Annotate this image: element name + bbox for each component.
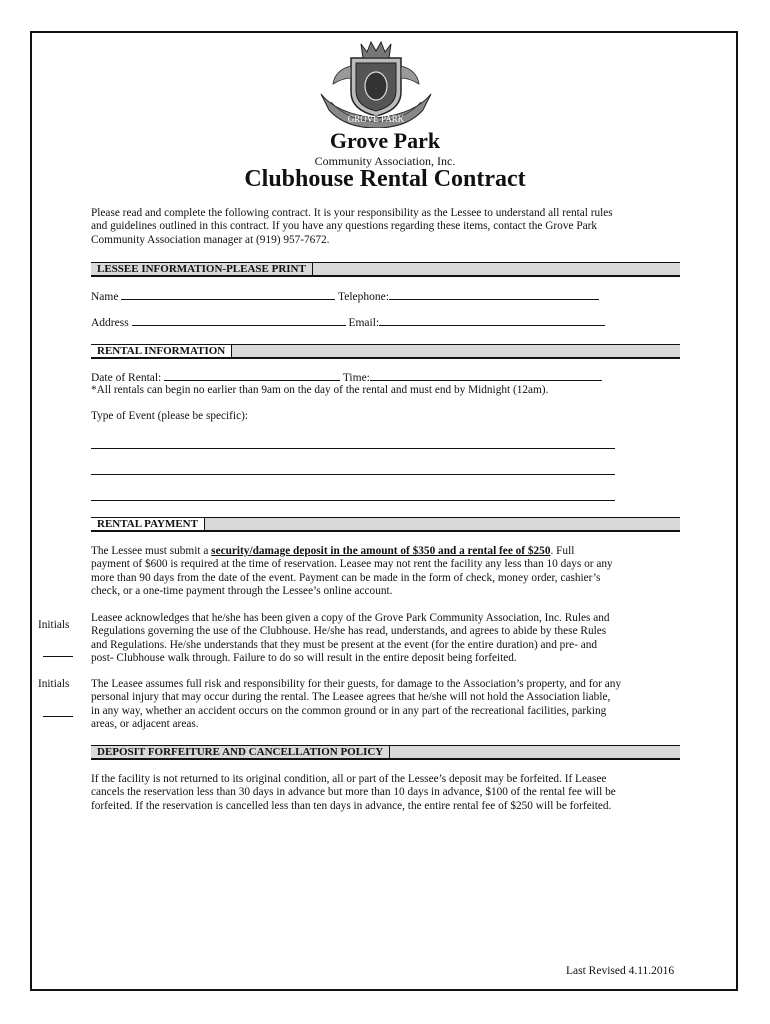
email-field[interactable] <box>379 315 605 326</box>
name-label: Name <box>91 291 119 303</box>
intro-paragraph: Please read and complete the following contract. It is your responsibility as the Lessee to understand all rental rules and guidelines outlined in this contract. If you have any questions regarding these items, contact the Grove Park Community Association manager at (919) 957-7672. <box>91 207 613 246</box>
payment-paragraph: The Lessee must submit a security/damage deposit in the amount of $350 and a rental fee of $250. Full payment of $600 is required at the time of reservation. Leasee may not rent the facility any less than 10 days or any more than 90 days from the date of the event. Payment can be made in the form of check, money order, cashier’s check, or a one-time payment through the Lessee’s online account. <box>91 545 613 597</box>
section-heading: DEPOSIT FORFEITURE AND CANCELLATION POLICY <box>91 745 390 758</box>
email-label: Email: <box>348 317 380 329</box>
initials-label-2: Initials <box>38 678 70 690</box>
telephone-label: Telephone: <box>338 291 389 303</box>
section-rental-payment <box>91 517 680 532</box>
time-label: Time: <box>342 372 370 384</box>
rental-time-note: *All rentals can begin no earlier than 9am on the day of the rental and must end by Midnight (12am). <box>91 384 549 396</box>
last-revised: Last Revised 4.11.2016 <box>566 965 675 977</box>
liability-paragraph: The Leasee assumes full risk and responsibility for their guests, for damage to the Association’s property, and for any personal injury that may occur during the rental. The Leasee agrees that he/she will not hold the Association liable, in any way, whether an accident occurs on the common ground or in any part of the recreational facilities, parking areas, or adjacent areas. <box>91 678 622 730</box>
address-label: Address <box>91 317 129 329</box>
section-rental-information <box>91 344 680 359</box>
document-title: Clubhouse Rental Contract <box>244 166 526 192</box>
initials-field-1[interactable] <box>43 656 73 657</box>
address-field[interactable] <box>132 315 346 326</box>
time-field[interactable] <box>370 370 602 381</box>
section-heading: RENTAL PAYMENT <box>91 517 205 530</box>
section-heading: RENTAL INFORMATION <box>91 344 232 357</box>
initials-label-1: Initials <box>38 619 70 631</box>
logo-text: GROVE PARK <box>347 114 405 124</box>
section-lessee-information <box>91 262 680 277</box>
rules-acknowledgement-paragraph: Leasee acknowledges that he/she has been given a copy of the Grove Park Community Association, Inc. Rules and Regulations governing the use of the Clubhouse. He/she has read, understands, and agrees to abide by these Rules and Regulations. He/she understands that they must be present at the event (for the entire duration) and pre- and post- Clubhouse walk through. Failure to do so will result in the entire deposit being forfeited. <box>91 612 610 664</box>
address-email-row <box>91 315 605 329</box>
forfeiture-paragraph: If the facility is not returned to its original condition, all or part of the Lessee’s deposit may be forfeited. If Leasee cancels the reservation less than 30 days in advance but more than 10 days in advance, $100 of the rental fee will be forfeited. If the reservation is cancelled less than ten days in advance, the entire rental fee of $250 will be forfeited. <box>91 773 616 812</box>
org-subtitle: Community Association, Inc. <box>314 154 456 168</box>
section-heading: LESSEE INFORMATION-PLEASE PRINT <box>91 262 313 275</box>
deposit-amount-text: security/damage deposit in the amount of $350 and a rental fee of $250 <box>211 545 551 557</box>
grove-park-crest-logo <box>317 36 435 128</box>
event-type-line-1[interactable] <box>91 448 615 449</box>
event-type-label: Type of Event (please be specific): <box>91 410 248 422</box>
date-field[interactable] <box>164 370 340 381</box>
initials-field-2[interactable] <box>43 716 73 717</box>
org-name: Grove Park <box>329 128 441 153</box>
date-label: Date of Rental: <box>91 372 162 384</box>
name-telephone-row <box>91 289 599 303</box>
event-type-line-3[interactable] <box>91 500 615 501</box>
telephone-field[interactable] <box>389 289 599 300</box>
date-time-row <box>91 370 602 384</box>
section-deposit-forfeiture <box>91 745 680 760</box>
event-type-line-2[interactable] <box>91 474 615 475</box>
name-field[interactable] <box>121 289 335 300</box>
